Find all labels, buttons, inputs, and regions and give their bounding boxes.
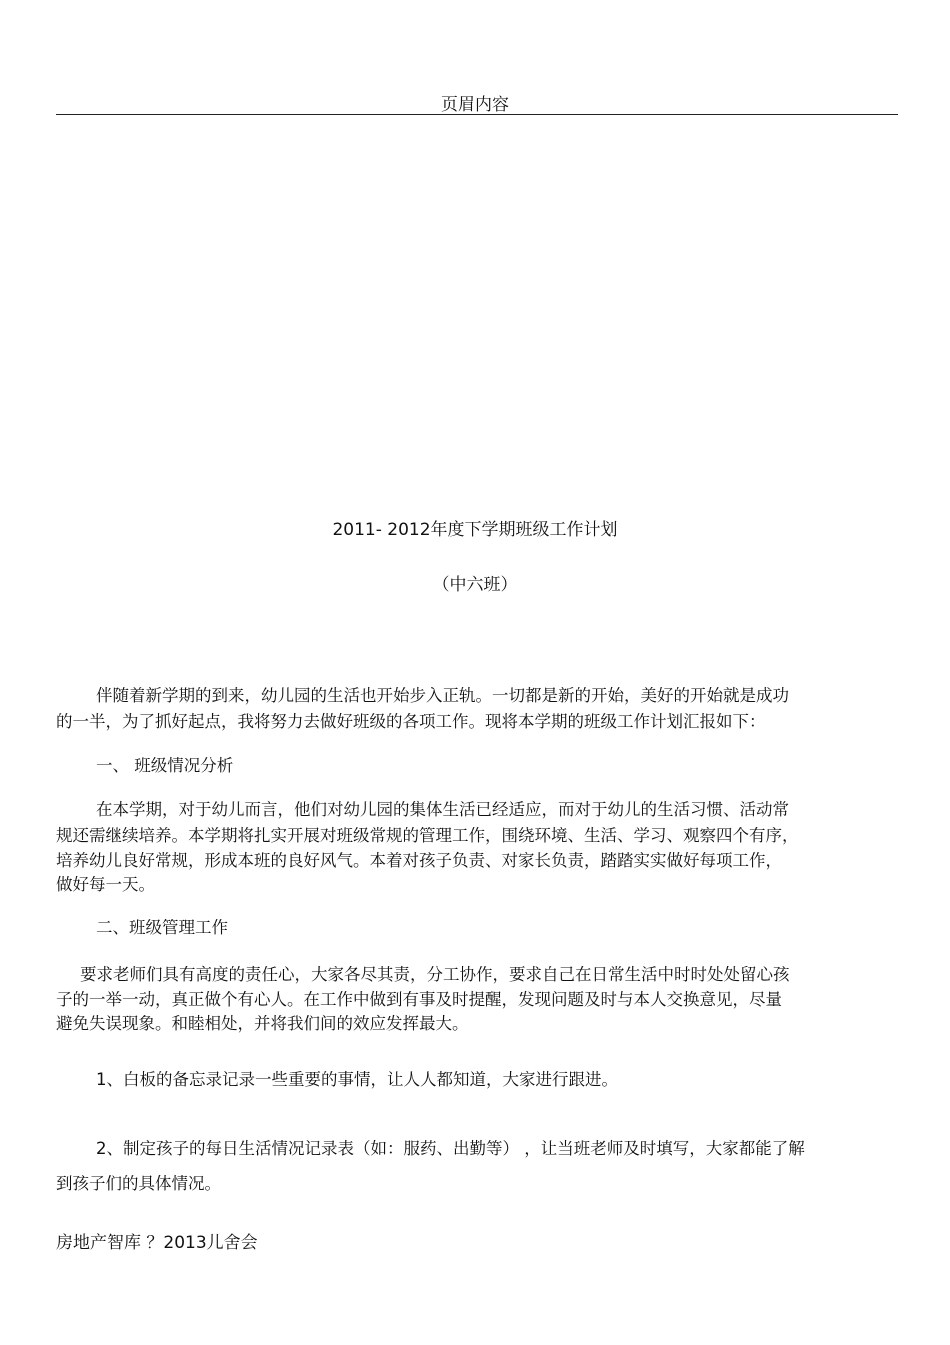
document-title: 2011- 2012年度下学期班级工作计划 xyxy=(332,520,618,540)
page-header: 页眉内容 xyxy=(441,95,509,115)
section-1-line-1: 在本学期，对于幼儿而言，他们对幼儿园的集体生活已经适应，而对于幼儿的生活习惯、活动常 xyxy=(96,800,789,819)
list-item-2-line-1: 2、制定孩子的每日生活情况记录表（如：服药、出勤等） ，让当班老师及时填写，大家都能了解 xyxy=(96,1139,805,1158)
section-2-line-2: 子的一举一动，真正做个有心人。在工作中做到有事及时提醒，发现问题及时与本人交换意见，尽量 xyxy=(56,990,782,1009)
section-2-line-3: 避免失误现象。和睦相处，并将我们间的效应发挥最大。 xyxy=(56,1014,469,1033)
section-1-line-3: 培养幼儿良好常规，形成本班的良好风气。本着对孩子负责、对家长负责，踏踏实实做好每项工作， xyxy=(56,851,782,870)
page-footer: 房地产智库 ？2013儿舍会 xyxy=(56,1233,258,1253)
header-divider xyxy=(56,114,898,115)
section-1-heading: 一、 班级情况分析 xyxy=(96,756,234,775)
section-2-heading: 二、班级管理工作 xyxy=(96,918,228,937)
list-item-1: 1、白板的备忘录记录一些重要的事情，让人人都知道，大家进行跟进。 xyxy=(96,1070,618,1089)
intro-line-1: 伴随着新学期的到来，幼儿园的生活也开始步入正轨。一切都是新的开始，美好的开始就是成功 xyxy=(96,686,789,705)
document-subtitle: （中六班） xyxy=(432,575,518,595)
list-item-2-line-2: 到孩子们的具体情况。 xyxy=(56,1174,221,1193)
section-2-line-1: 要求老师们具有高度的责任心，大家各尽其责，分工协作，要求自己在日常生活中时时处处留心孩 xyxy=(80,965,790,984)
intro-line-2: 的一半，为了抓好起点，我将努力去做好班级的各项工作。现将本学期的班级工作计划汇报如下： xyxy=(56,712,766,731)
section-1-line-2: 规还需继续培养。本学期将扎实开展对班级常规的管理工作，围绕环境、生活、学习、观察四个有序， xyxy=(56,826,799,845)
section-1-line-4: 做好每一天。 xyxy=(56,875,155,894)
